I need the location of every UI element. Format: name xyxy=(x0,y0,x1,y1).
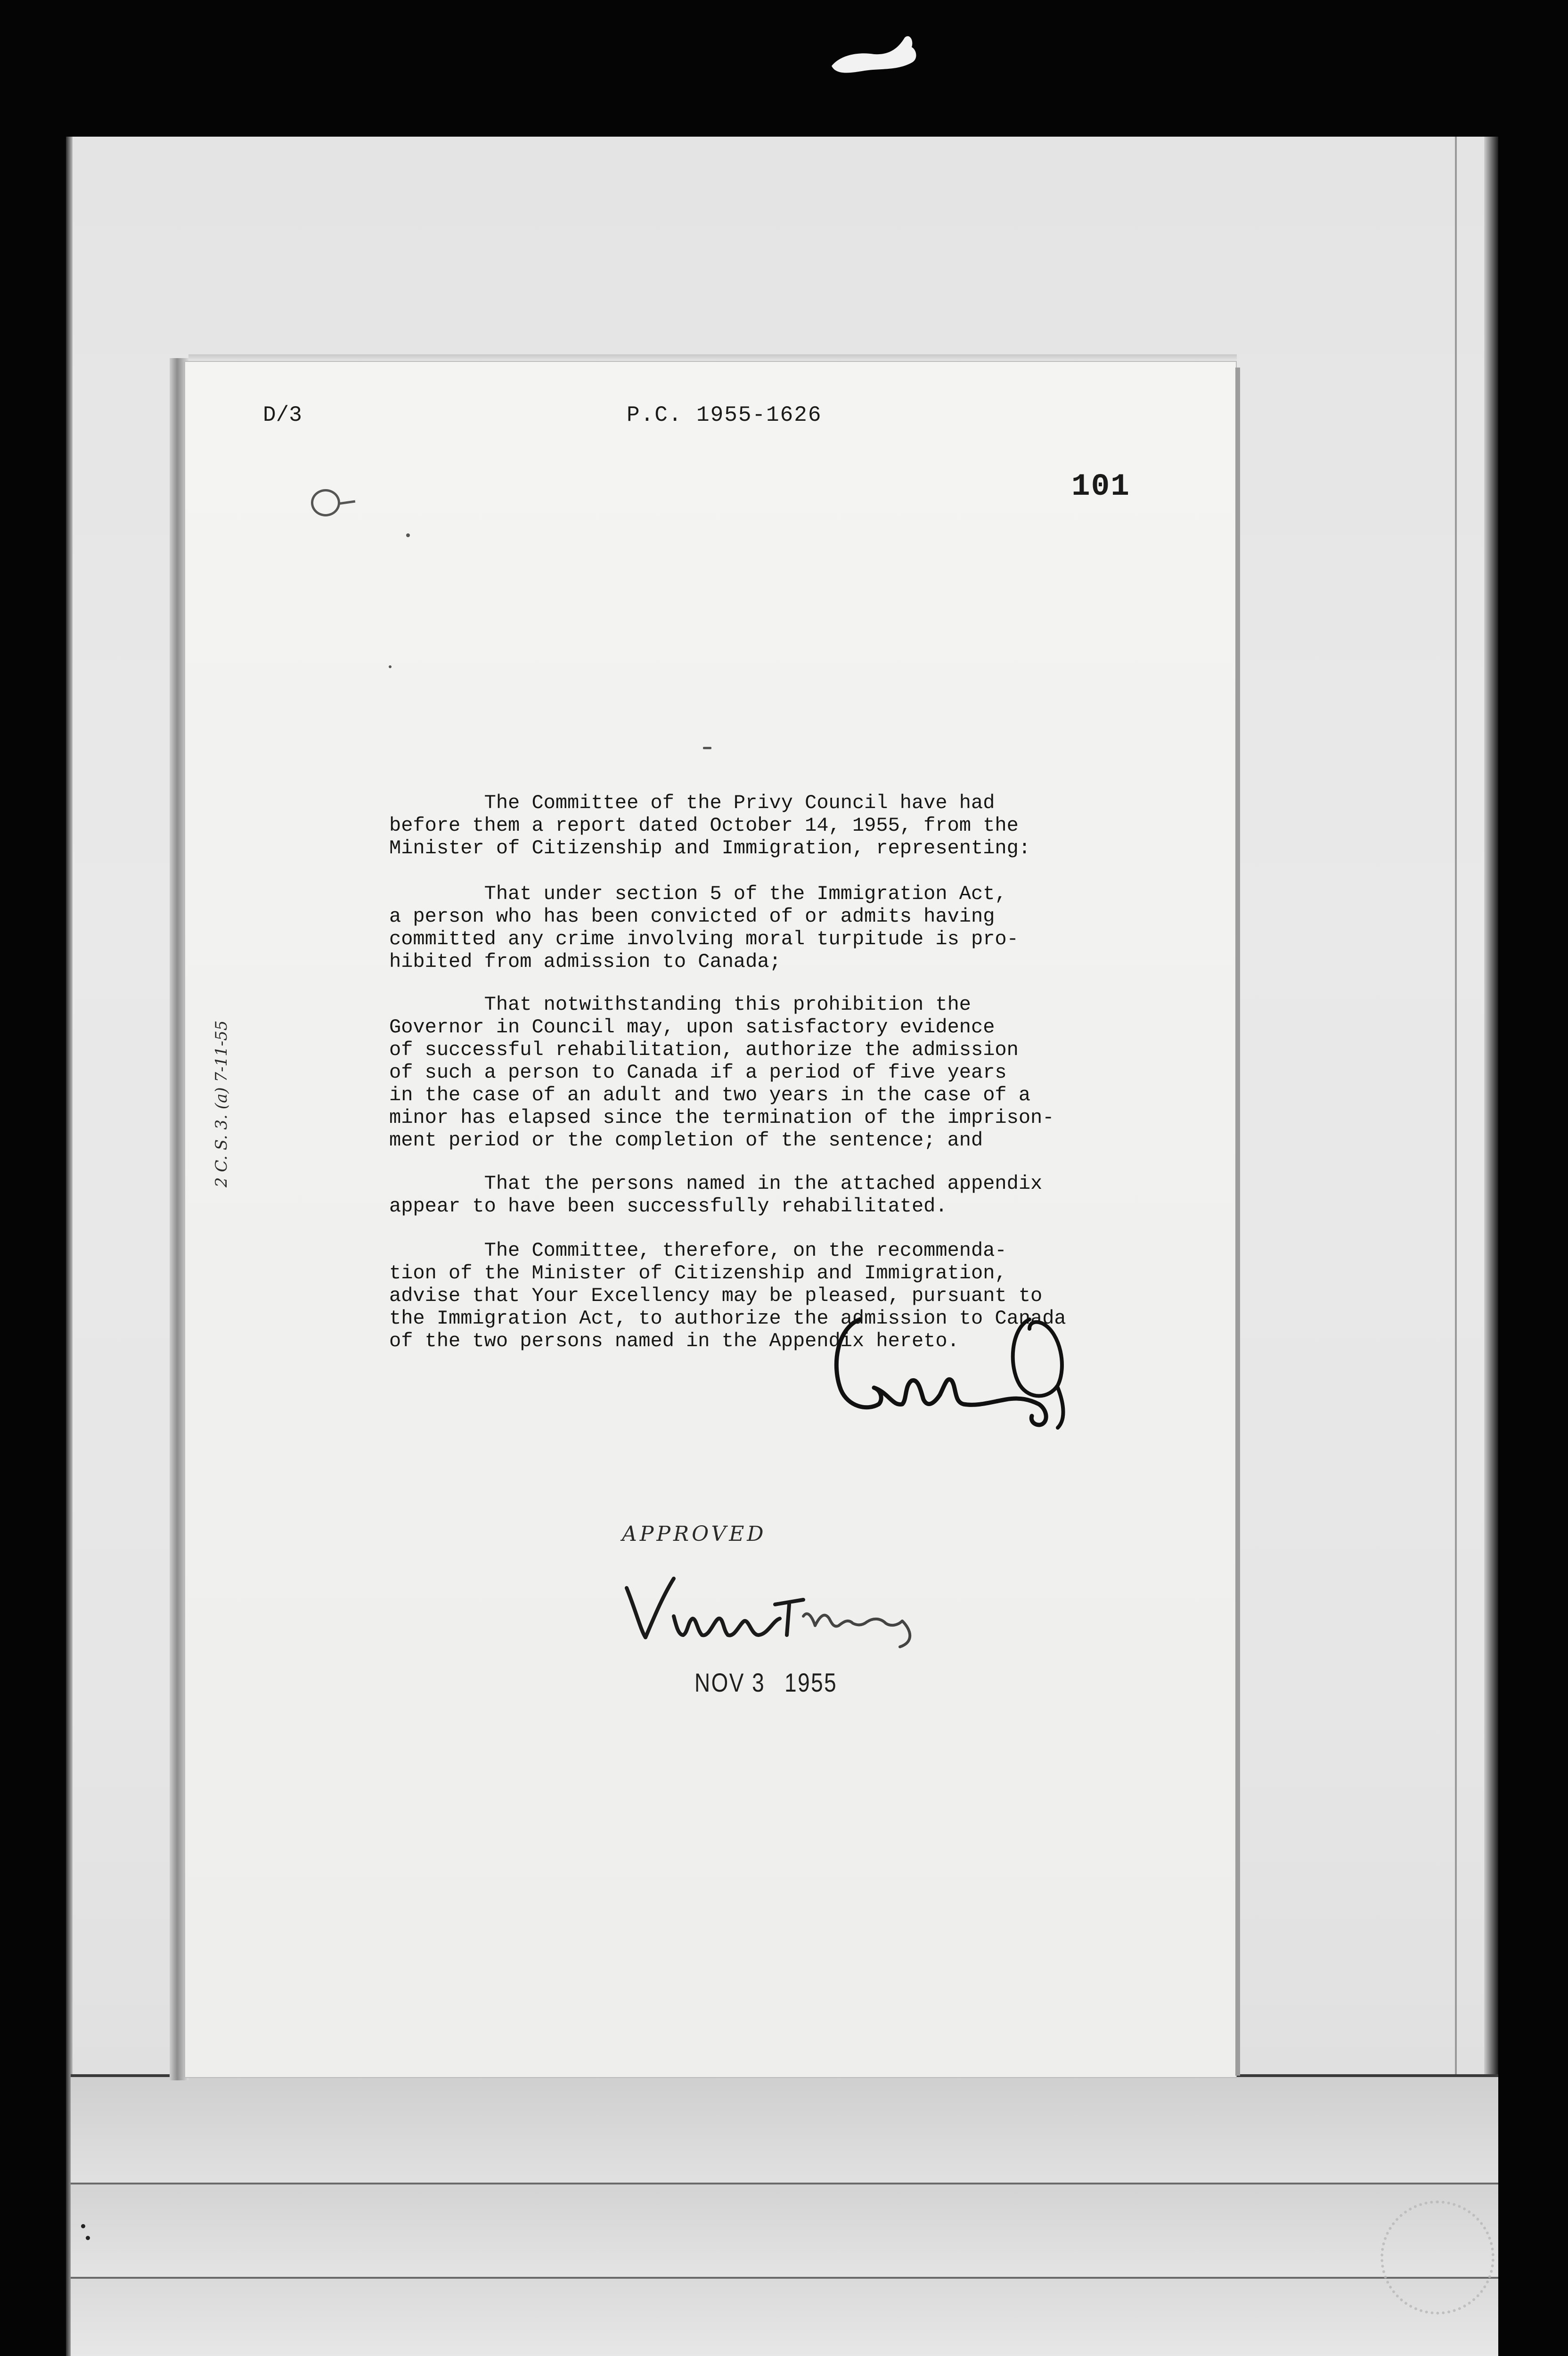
text-line: That notwithstanding this prohibition the xyxy=(389,993,972,1016)
approved-label: APPROVED xyxy=(622,1522,767,1546)
text-line: before them a report dated October 14, 1955, from the xyxy=(389,814,1019,837)
text-line: the Immigration Act, to authorize the admission to Canada xyxy=(389,1307,1066,1330)
paragraph-section-5 xyxy=(389,883,1152,973)
document-sheet xyxy=(185,362,1236,2077)
speck-mark xyxy=(81,2224,85,2228)
file-code: D/3 xyxy=(263,403,302,427)
mount-left-edge xyxy=(66,137,73,2356)
text-line: tion of the Minister of Citizenship and Immigration, xyxy=(389,1262,1007,1284)
text-line: minor has elapsed since the termination of the imprison- xyxy=(389,1106,1054,1129)
text-line: a person who has been convicted of or admits having xyxy=(389,905,995,928)
text-line: of successful rehabilitation, authorize the admission xyxy=(389,1039,1019,1061)
text-line: hibited from admission to Canada; xyxy=(389,950,781,973)
text-line: The Committee, therefore, on the recommenda- xyxy=(389,1239,1007,1262)
speck-mark xyxy=(389,665,392,668)
speck-mark xyxy=(703,747,711,749)
margin-handwritten-note: 2 C. S. 3. (a) 7-11-55 xyxy=(212,1020,231,1187)
order-number: P.C. 1955-1626 xyxy=(627,403,822,427)
archive-embossed-stamp xyxy=(1380,2201,1494,2315)
approval-date-year: 1955 xyxy=(784,1668,838,1697)
clerk-signature xyxy=(822,1310,1095,1437)
paragraph-report xyxy=(389,792,1152,859)
paragraph-appendix xyxy=(389,1172,1152,1218)
text-line: Governor in Council may, upon satisfactory evidence xyxy=(389,1016,995,1039)
text-line: in the case of an adult and two years in the case of a xyxy=(389,1084,1031,1106)
mount-right-edge xyxy=(1484,137,1498,2356)
mount-bottom-strip xyxy=(71,2277,1498,2356)
text-line: advise that Your Excellency may be pleased, pursuant to xyxy=(389,1284,1043,1307)
text-line: of such a person to Canada if a period of five years xyxy=(389,1061,1007,1084)
page-number: 101 xyxy=(1071,469,1130,504)
text-line: Minister of Citizenship and Immigration, representing: xyxy=(389,837,1031,859)
circle-mark xyxy=(311,489,340,516)
text-line: The Committee of the Privy Council have had xyxy=(389,792,995,814)
text-line: appear to have been successfully rehabilitated. xyxy=(389,1195,947,1218)
approval-date-month: NOV 3 xyxy=(694,1668,766,1697)
sheet-right-shadow xyxy=(1235,368,1240,2076)
mount-inner-rule xyxy=(1455,137,1457,2097)
film-scratch xyxy=(822,26,926,78)
mount-bottom-strip xyxy=(71,2074,1498,2185)
text-line: That under section 5 of the Immigration Act, xyxy=(389,883,1007,905)
paragraph-rehabilitation xyxy=(389,993,1152,1152)
sheet-top-shadow xyxy=(188,354,1237,362)
text-line: That the persons named in the attached appendix xyxy=(389,1172,1043,1195)
text-line: ment period or the completion of the sentence; and xyxy=(389,1129,983,1152)
text-line: committed any crime involving moral turpitude is pro- xyxy=(389,928,1019,950)
mount-bottom-strip xyxy=(71,2183,1498,2279)
speck-mark xyxy=(86,2236,90,2240)
governor-general-signature xyxy=(617,1560,938,1654)
approval-date-stamp xyxy=(694,1667,837,1698)
text-line: of the two persons named in the Appendix hereto. xyxy=(389,1330,959,1352)
speck-mark xyxy=(406,533,410,537)
